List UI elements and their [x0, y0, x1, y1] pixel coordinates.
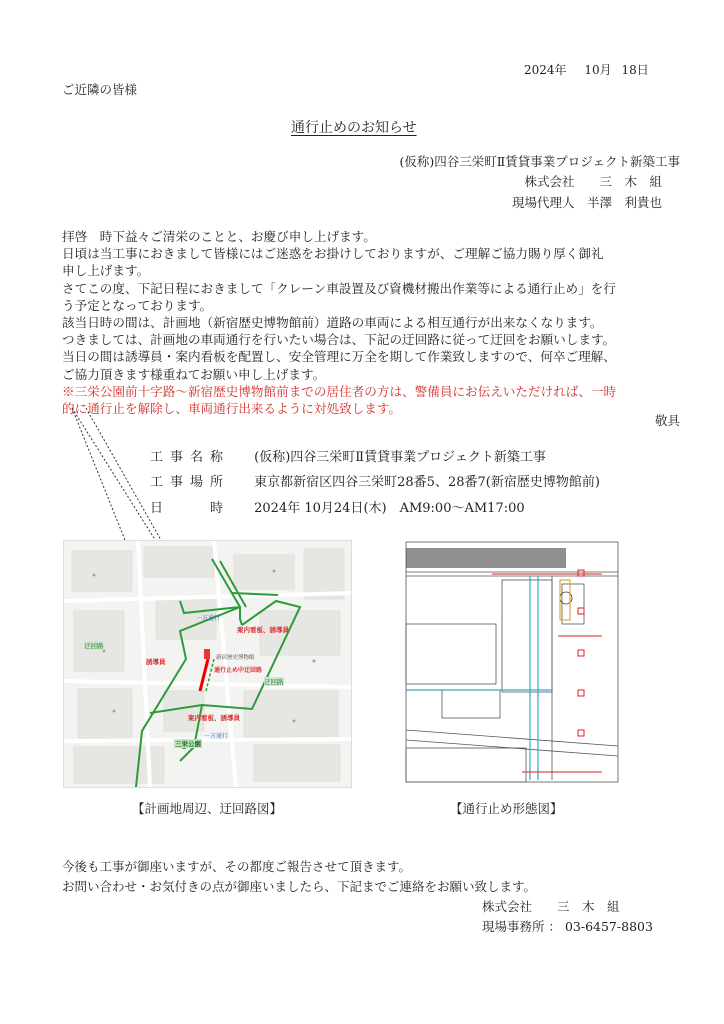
date-day: 18日 — [621, 63, 649, 77]
page-title: 通行止めのお知らせ — [291, 120, 417, 136]
sender-project: (仮称)四谷三栄町Ⅱ賃貸事業プロジェクト新築工事 — [399, 154, 680, 169]
sender-agent: 現場代理人 半澤 利貴也 — [511, 195, 662, 210]
caption-left: 【計画地周辺、迂回路図】 — [132, 801, 283, 816]
map-label-detour-left: 迂回路 — [84, 642, 104, 650]
map-label-guide-bottom: 案内看板、誘導員 — [188, 714, 240, 722]
map-label-guard: 誘導員 — [146, 658, 166, 666]
area-map-graphic — [64, 541, 351, 787]
date-month: 10月 — [584, 63, 612, 77]
map-label-detour-right: 迂回路 — [264, 678, 284, 686]
body-line: 日頃は当工事におきまして皆様にはご迷惑をお掛けしておりますが、ご理解ご協力賜り厚く御礼 — [62, 246, 604, 262]
footer-office: 現場事務所 ： 03-6457-8803 — [482, 919, 653, 934]
body-line: 申し上げます。 — [62, 263, 150, 279]
addressee: ご近隣の皆様 — [62, 82, 138, 97]
map-label-route1: 一方通行 — [196, 615, 221, 622]
notice-line: ※三栄公園前十字路～新宿歴史博物館前までの居住者の方は、警備員にお伝えいただければ、一時 — [62, 383, 617, 399]
map-marker-icon — [204, 649, 210, 659]
detail-value: 2024年 10月24日(木) AM9:00～AM17:00 — [254, 501, 525, 516]
closure-plan-graphic — [402, 540, 622, 788]
footer-line2: お問い合わせ・お気付きの点が御座いましたら、下記までご連絡をお願い致します。 — [62, 879, 537, 894]
footer-line1: 今後も工事が御座いますが、その都度ご報告させて頂きます。 — [62, 859, 412, 874]
closure-plan-drawing — [402, 540, 622, 788]
body-line: さてこの度、下記日程におきまして「クレーン車設置及び資機材搬出作業等による通行止め」を行 — [62, 280, 616, 296]
sender-company: 株式会社 三 木 組 — [524, 174, 662, 189]
map-label-museum: 新宿歴史博物館 — [216, 655, 255, 661]
body-line: 拝啓 時下益々ご清栄のことと、お慶び申し上げます。 — [62, 229, 376, 244]
map-label-closure: 通行止め中迂回路 — [214, 667, 263, 674]
body-line: う予定となっております。 — [62, 297, 213, 313]
body-line: つきましては、計画地の車両通行を行いたい場合は、下記の迂回路に従って迂回をお願いします。 — [62, 332, 616, 348]
detail-value: 東京都新宿区四谷三栄町28番5、28番7(新宿歴史博物館前) — [254, 475, 600, 490]
body-line: ご協力頂きます様重ねてお願い申し上げます。 — [62, 366, 326, 382]
map-label-park: 三栄公園 — [175, 740, 201, 748]
detail-label: 工事名称 — [150, 450, 231, 465]
body-line: 該当日時の間は、計画地（新宿歴史博物館前）道路の車両による相互通行が出来なくなります。 — [62, 315, 603, 331]
area-map — [63, 540, 352, 788]
detail-label: 工事場所 — [150, 475, 231, 490]
date-year: 2024年 — [524, 63, 567, 77]
detail-label: 日 時 — [150, 501, 231, 516]
body-line: 当日の間は誘導員・案内看板を配置し、安全管理に万全を期して作業致しますので、何卒ご理解、 — [62, 349, 616, 365]
map-label-guide-top: 案内看板、誘導員 — [237, 626, 289, 634]
closing: 敬具 — [654, 413, 680, 428]
caption-right: 【通行止め形態図】 — [450, 801, 563, 816]
footer-company: 株式会社 三 木 組 — [482, 899, 620, 914]
notice-line: 的に通行止を解除し、車両通行出来るように対処致します。 — [62, 401, 402, 417]
map-label-route2: 一方通行 — [204, 733, 229, 740]
detail-value: (仮称)四谷三栄町Ⅱ賃貸事業プロジェクト新築工事 — [254, 450, 546, 465]
